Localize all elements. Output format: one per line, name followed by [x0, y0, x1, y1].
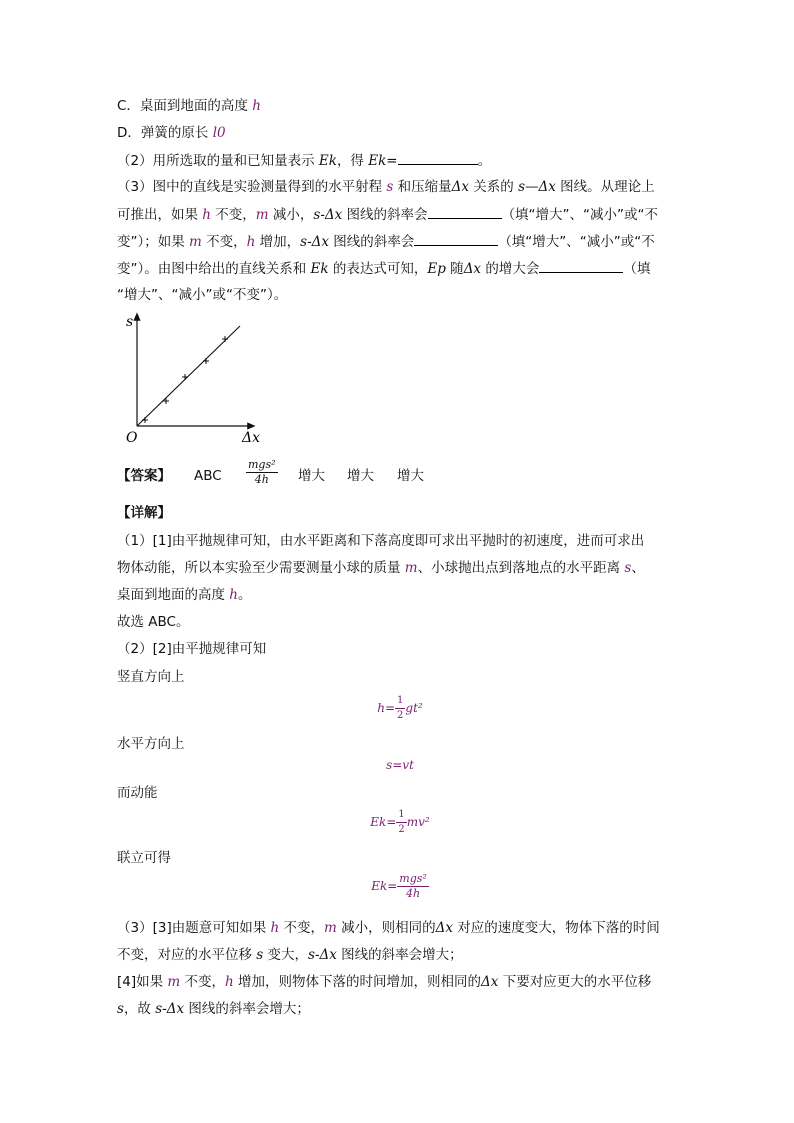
detail-p3-line-1: （3）[3]由题意可知如果 h 不变，m 减小，则相同的Δx 对应的速度变大，物体下落的时间 — [117, 920, 660, 936]
question-3-line-5: “增大”、“减小”或“不变”）。 — [117, 287, 288, 303]
detail-p2: （2）[2]由平抛规律可知 — [117, 641, 267, 657]
answer-3: 增大 — [298, 468, 325, 484]
question-3-line-2: 可推出，如果 h 不变，m 减小，s-Δx 图线的斜率会 （填“增大”、“减小”或“不 — [117, 204, 658, 225]
answer-tag: 【答案】 — [117, 468, 171, 484]
question-3-line-3: 变”）；如果 m 不变，h 增加，s-Δx 图线的斜率会 （填“增大”、“减小”或“不 — [117, 231, 655, 252]
detail-p2-kinetic: 而动能 — [117, 785, 158, 801]
detail-p2-vertical: 竖直方向上 — [117, 669, 185, 685]
x-axis-label: Δx — [242, 430, 261, 446]
option-d: D．弹簧的原长 l0 — [117, 125, 226, 141]
equation-3: Ek= $\frac{1}{2}$ mv² — [370, 809, 430, 835]
answer-blank-slope-h[interactable] — [414, 231, 498, 246]
answer-blank-slope-m[interactable] — [428, 204, 502, 219]
detail-p4-line-1: [4]如果 m 不变，h 增加，则物体下落的时间增加，则相同的Δx 下要对应更大的水平位移 — [117, 974, 652, 990]
answer-5: 增大 — [397, 468, 424, 484]
detail-p1-line-3: 桌面到地面的高度 h。 — [117, 587, 252, 603]
data-point — [182, 374, 188, 380]
origin-label: O — [126, 430, 138, 446]
answer-blank-ek[interactable] — [398, 150, 478, 165]
equation-2: s=vt — [386, 758, 414, 772]
data-point — [163, 398, 169, 404]
data-point — [222, 336, 228, 342]
answer-1: ABC — [194, 468, 222, 484]
s-dx-graph — [118, 308, 278, 450]
data-point — [203, 358, 209, 364]
detail-p2-horizontal: 水平方向上 — [117, 736, 185, 752]
answer-2-fraction: $\frac{\text{mgs²}}{4h}$ — [248, 458, 276, 486]
answer-blank-ep[interactable] — [539, 258, 623, 273]
data-points — [142, 336, 228, 423]
question-2: （2）用所选取的量和已知量表示 Ek，得 Ek= 。 — [117, 150, 491, 171]
detail-p4-line-2: s，故 s-Δx 图线的斜率会增大； — [117, 1001, 310, 1017]
detail-p1-line-2: 物体动能，所以本实验至少需要测量小球的质量 m、小球抛出点到落地点的水平距离 s、 — [117, 560, 645, 576]
option-c: C．桌面到地面的高度 h — [117, 98, 261, 114]
answer-4: 增大 — [347, 468, 374, 484]
detail-tag: 【详解】 — [117, 505, 171, 521]
detail-p2-combine: 联立可得 — [117, 850, 171, 866]
question-3-line-1: （3）图中的直线是实验测量得到的水平射程 s 和压缩量Δx 关系的 s—Δx 图线。从理论上 — [117, 179, 655, 195]
question-3-line-4: 变”）。由图中给出的直线关系和 Ek 的表达式可知，Ep 随Δx 的增大会 （填 — [117, 258, 650, 279]
equation-4: Ek= $\frac{\text{mgs²}}{4h}$ — [371, 872, 427, 900]
detail-p3-line-2: 不变，对应的水平位移 s 变大，s-Δx 图线的斜率会增大； — [117, 947, 463, 963]
data-point — [142, 417, 148, 423]
equation-1: h= $\frac{1}{2}$ gt² — [377, 695, 423, 721]
answer-2 — [246, 458, 278, 487]
y-axis-label: s — [126, 314, 134, 330]
detail-p1-line-1: （1）[1]由平抛规律可知，由水平距离和下落高度即可求出平抛时的初速度，进而可求出 — [117, 533, 645, 549]
detail-p1-line-4: 故选 ABC。 — [117, 614, 190, 630]
